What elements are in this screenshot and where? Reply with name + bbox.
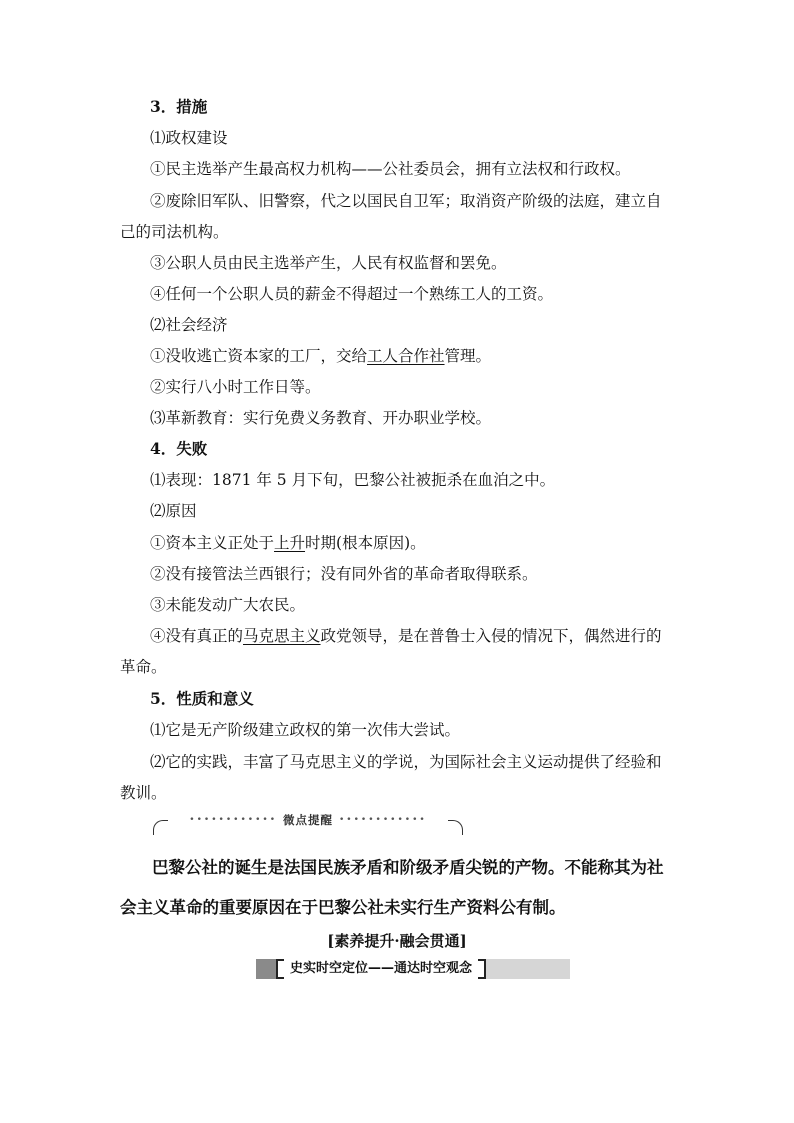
tip-label: 微点提醒 xyxy=(283,813,333,827)
section-5-heading: 5．性质和意义 xyxy=(150,689,254,708)
tip-header xyxy=(168,814,448,826)
tip-text: 巴黎公社的诞生是法国民族矛盾和阶级矛盾尖锐的产物。不能称其为社会主义革命的重要原因在于巴黎公社未实行生产资料公有制。 xyxy=(120,858,664,917)
underlined-term: 马克思主义 xyxy=(243,627,321,645)
item-3-1-a: ①民主选举产生最高权力机构——公社委员会，拥有立法权和行政权。 xyxy=(150,160,631,178)
item-3-2-a: ①没收逃亡资本家的工厂，交给工人合作社管理。 xyxy=(150,347,492,365)
section-3-heading: 3．措施 xyxy=(150,97,208,116)
section-banner xyxy=(256,959,570,979)
bracket-left xyxy=(276,959,284,979)
dots-decoration: •••••••••••• xyxy=(339,815,427,825)
underlined-term: 上升 xyxy=(274,534,306,552)
banner-fill xyxy=(486,959,570,979)
item-3-1-d: ④任何一个公职人员的薪金不得超过一个熟练工人的工资。 xyxy=(150,285,554,303)
banner-text: 史实时空定位——通达时空观念 xyxy=(284,959,478,979)
item-3-3: ⑶革新教育：实行免费义务教育、开办职业学校。 xyxy=(150,409,492,427)
section-3-2-heading: ⑵社会经济 xyxy=(150,316,228,334)
item-3-2-b: ②实行八小时工作日等。 xyxy=(150,378,321,396)
item-4-2-d: ④没有真正的马克思主义政党领导，是在普鲁士入侵的情况下，偶然进行的革命。 xyxy=(120,627,662,676)
item-3-1-b: ②废除旧军队、旧警察，代之以国民自卫军；取消资产阶级的法庭，建立自己的司法机构。 xyxy=(120,192,662,241)
item-3-1-c: ③公职人员由民主选举产生，人民有权监督和罢免。 xyxy=(150,254,507,272)
dots-decoration: •••••••••••• xyxy=(189,815,277,825)
item-4-1: ⑴表现：1871 年 5 月下旬，巴黎公社被扼杀在血泊之中。 xyxy=(150,471,556,489)
section-4-heading: 4．失败 xyxy=(150,439,208,458)
item-4-2-b: ②没有接管法兰西银行；没有同外省的革命者取得联系。 xyxy=(150,565,538,583)
item-5-1: ⑴它是无产阶级建立政权的第一次伟大尝试。 xyxy=(150,721,461,739)
section-title: [素养提升·融会贯通] xyxy=(327,932,467,950)
banner-block xyxy=(256,959,276,979)
item-5-2: ⑵它的实践，丰富了马克思主义的学说，为国际社会主义运动提供了经验和教训。 xyxy=(120,753,662,802)
tip-frame xyxy=(153,813,463,835)
item-4-2-a: ①资本主义正处于上升时期(根本原因)。 xyxy=(150,534,426,552)
underlined-term: 工人合作社 xyxy=(367,347,445,365)
item-4-2-c: ③未能发动广大农民。 xyxy=(150,596,306,614)
section-4-2-heading: ⑵原因 xyxy=(150,502,197,520)
section-3-1-heading: ⑴政权建设 xyxy=(150,129,228,147)
bracket-right xyxy=(478,959,486,979)
